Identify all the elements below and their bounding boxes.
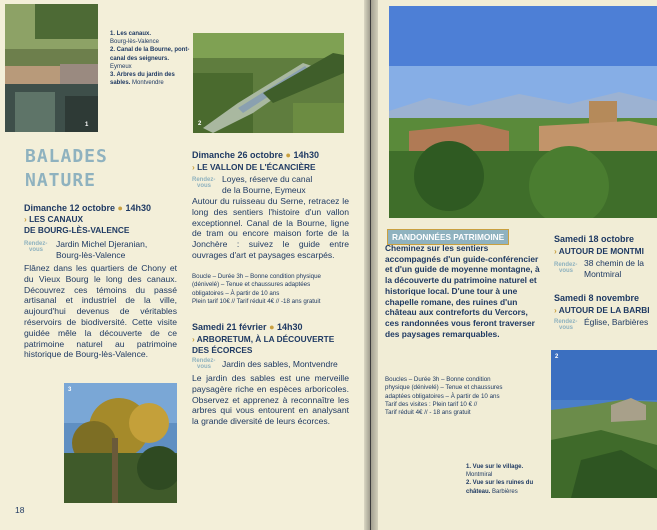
rando-event-1-date: Samedi 18 octobre	[554, 234, 635, 244]
caption-3-place: Montvendre	[132, 80, 164, 87]
event-1-location-line2: Bourg-lès-Valence	[56, 249, 126, 260]
right-caption-2-place: Barbières	[492, 488, 518, 495]
event-2-time: 14h30	[293, 150, 320, 160]
event-3-location	[222, 359, 338, 370]
caption-block	[110, 30, 190, 87]
event-3-time: 14h30	[277, 322, 303, 332]
event-1-title-line1: LES CANAUX	[29, 214, 84, 224]
arrow-icon: ›	[554, 246, 557, 256]
event-3-date	[192, 322, 303, 332]
caption-2: 2. Canal de la Bourne, pont-canal des seigneurs.	[110, 47, 190, 62]
caption-1-place: Bourg-lès-Valence	[110, 39, 159, 46]
event-1-location	[56, 239, 147, 260]
event-2-practical-4: Plein tarif 10€ // Tarif réduit 4€ // -18 ans gratuit	[192, 297, 321, 305]
photo-village-panorama	[389, 6, 657, 218]
rendezvous-label-2	[192, 177, 215, 189]
photo-trees	[64, 383, 177, 503]
arrow-icon: ›	[192, 162, 195, 172]
page-number: 18	[15, 505, 25, 515]
event-2-description: Autour du ruisseau du Serne, retracez le long des sentiers l'histoire d'un vallon exceptionnel. Canal de la Bourne, ligne de tram ou encore maison forte de la Jonchère : suivez le guide entre ouvrages d'art et paysages escarpés.	[192, 196, 349, 260]
event-1-location-line1: Jardin Michel Djeranian,	[56, 239, 148, 249]
practical-4: Tarif des visites : Plein tarif 10 € //	[385, 400, 478, 408]
event-1-date	[24, 203, 151, 213]
rando-event-1-location	[584, 258, 644, 279]
photo-number-r2: 2	[555, 354, 559, 360]
event-2-practical-2: (dénivelé) – Tenue et chaussures adaptées	[192, 281, 311, 289]
title-line-1: BALADES	[25, 146, 108, 167]
rendezvous-label-1	[24, 241, 47, 253]
event-3-title-line2: DES ÉCORCES	[192, 344, 253, 355]
randonnees-practical	[385, 376, 545, 417]
event-3-title	[192, 334, 357, 355]
right-caption-2: 2. Vue sur les ruines du château.	[466, 480, 534, 495]
randonnees-intro: Cheminez sur les sentiers accompagnés d'un guide-conférencier et d'un guide de moyenne montagne, à la découverte du patrimoine naturel et historique local. D'une tour à une chapelle romane, des ruines d'un château aux contreforts du Vercors, ces randonnées vous feront traverser des paysages remarquables.	[385, 243, 540, 339]
caption-3: 3. Arbres du jardin des sables.	[110, 72, 175, 87]
event-2-practical-1: Boucle – Durée 3h – Bonne condition physique	[192, 273, 321, 280]
rendezvous-2-l2: vous	[197, 183, 212, 189]
rando-event-2-date: Samedi 8 novembre	[554, 293, 640, 303]
bullet-dot: ●	[117, 203, 123, 213]
event-2-practical	[192, 273, 357, 306]
event-3-date-text: Samedi 21 février	[192, 322, 267, 332]
event-1-time: 14h30	[125, 203, 152, 213]
village-image	[389, 6, 657, 218]
rando-event-2-title-text: AUTOUR DE LA BARBI	[558, 305, 650, 315]
rando-event-1-title-text: AUTOUR DE MONTMI	[558, 246, 644, 256]
title-line-2: NATURE	[25, 170, 97, 191]
rando-event-2-title	[554, 305, 650, 316]
practical-5: Tarif réduit 4€ // - 18 ans gratuit	[385, 409, 471, 417]
photo-ruins	[551, 350, 657, 498]
rendezvous-3-l1: Rendez-	[192, 358, 216, 364]
event-2-date	[192, 150, 319, 160]
event-2-location-line2: de la Bourne, Eymeux	[222, 184, 306, 195]
right-page	[371, 0, 657, 530]
event-1-date-text: Dimanche 12 octobre	[24, 203, 116, 213]
event-3-location-line1: Jardin des sables, Montvendre	[222, 359, 338, 369]
event-1-title	[24, 214, 184, 235]
bullet-dot: ●	[285, 150, 291, 160]
event-1-description: Flânez dans les quartiers de Chony et du Vieux Bourg le long des canaux. Découvrez ces témoins du passé artisanal et industriel de la ville, aujourd'hui devenus de véritables réservoirs de biodiversité. Cette visite guidée mêle la découverte de ce patrimoine naturel au patrimoine historique de Bourg-lès-Valence.	[24, 263, 177, 360]
section-title-balades-nature	[25, 145, 108, 193]
rendezvous-3-l2: vous	[197, 364, 212, 370]
trees-image	[64, 383, 177, 503]
practical-3: adaptées obligatoires – À partir de 10 ans	[385, 392, 500, 400]
rendezvous-5-l2: vous	[559, 325, 574, 331]
rendezvous-4-l1: Rendez-	[554, 262, 578, 268]
rendezvous-label-3	[192, 358, 215, 370]
rando-event-1-location-2: Montmiral	[584, 268, 622, 279]
event-1-title-line2: DE BOURG-LÈS-VALENCE	[24, 224, 130, 235]
photo-canals	[5, 4, 98, 132]
aqueduct-image	[193, 33, 344, 133]
ruins-image	[551, 350, 657, 498]
right-caption-1: 1. Vue sur le village.	[466, 464, 524, 470]
rando-event-1-location-1: 38 chemin de la	[584, 258, 645, 268]
canal-image	[5, 4, 98, 132]
bullet-dot: ●	[269, 322, 275, 332]
event-2-location-line1: Loyes, réserve du canal	[222, 174, 313, 184]
practical-2: physique (dénivelé) – Tenue et chaussures	[385, 384, 503, 392]
practical-1: Boucles – Durée 3h – Bonne condition	[385, 376, 491, 383]
rando-event-1-title	[554, 246, 644, 257]
rendezvous-label-5	[554, 319, 577, 331]
arrow-icon: ›	[24, 214, 27, 224]
event-2-title-line1: LE VALLON DE L'ÉCANCIÈRE	[197, 162, 316, 172]
rendezvous-label-4	[554, 262, 577, 274]
book-spine-shadow	[364, 0, 378, 530]
event-3-title-line1: ARBORETUM, À LA DÉCOUVERTE	[196, 334, 335, 344]
right-caption-block	[466, 463, 548, 496]
rando-event-2-location	[584, 317, 648, 328]
rendezvous-1-l2: vous	[29, 247, 44, 253]
section-label-randonnees: RANDONNÉES PATRIMOINE	[387, 229, 509, 245]
event-2-location	[222, 174, 312, 195]
right-caption-1-place: Montmiral	[466, 472, 493, 479]
event-2-date-text: Dimanche 26 octobre	[192, 150, 284, 160]
photo-number-3: 3	[68, 387, 72, 393]
event-3-description: Le jardin des sables est une merveille paysagère riche en espèces arboricoles. Observez et apprenez à reconnaître les arbres qui vous entourent en analysant la grande diversité de leurs écorces.	[192, 373, 349, 427]
arrow-icon: ›	[554, 305, 557, 315]
event-2-title	[192, 162, 352, 173]
photo-number-1: 1	[85, 122, 89, 128]
rendezvous-5-l1: Rendez-	[554, 319, 578, 325]
caption-1: 1. Les canaux.	[110, 31, 152, 37]
photo-number-2: 2	[198, 121, 202, 127]
rando-event-2-location-1: Église, Barbières	[584, 317, 649, 327]
photo-aqueduct	[193, 33, 344, 133]
rendezvous-2-l1: Rendez-	[192, 177, 216, 183]
event-2-practical-3: obligatoires – À partir de 10 ans	[192, 289, 280, 297]
arrow-icon: ›	[192, 334, 195, 344]
rendezvous-4-l2: vous	[559, 268, 574, 274]
caption-2-place: Eymeux	[110, 63, 132, 70]
rendezvous-1-l1: Rendez-	[24, 241, 48, 247]
